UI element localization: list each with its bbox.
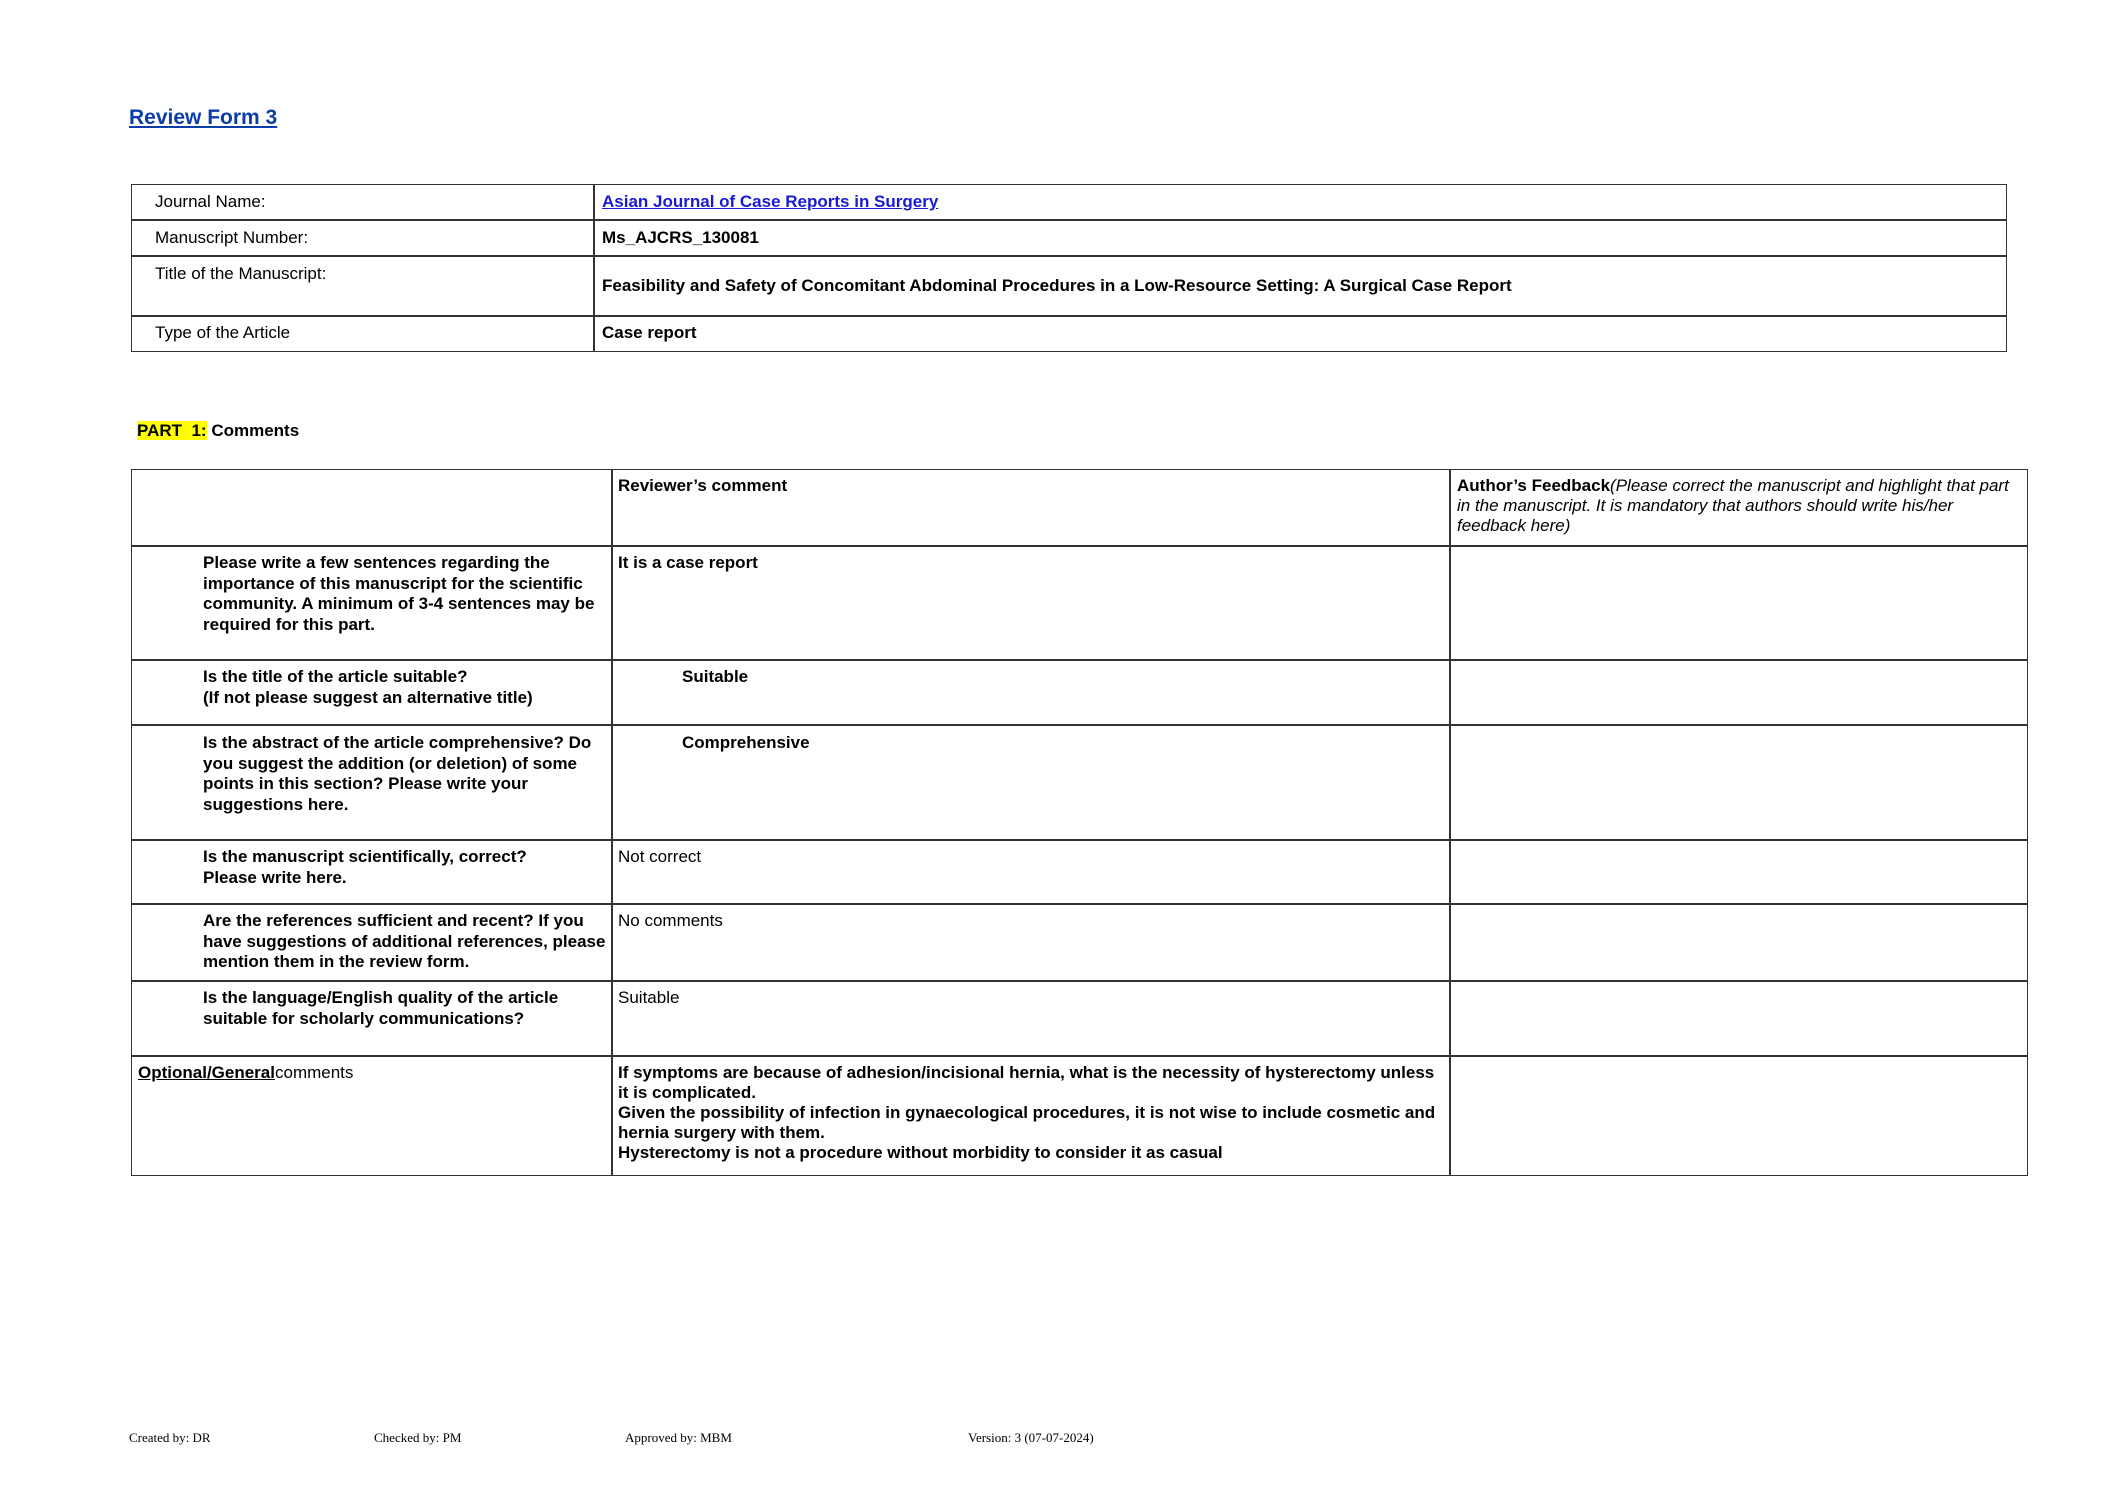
footer-created-by: Created by: DR: [129, 1430, 211, 1445]
manuscript-title: Feasibility and Safety of Concomitant Abdominal Procedures in a Low-Resource Setting: A Surgical Case Report: [602, 276, 1512, 295]
info-label-title: Title of the Manuscript:: [155, 264, 327, 283]
optional-comment-line: If symptoms are because of adhesion/incisional hernia, what is the necessity of hysterectomy unless it is complicated.: [618, 1063, 1435, 1102]
author-feedback-instructions: (Please correct the manuscript and highlight that part in the manuscript. It is mandatory that authors should write his/her feedback here): [1457, 476, 2009, 535]
divider: [131, 219, 2007, 221]
part1-title: Comments: [211, 421, 300, 440]
comment-abstract: Comprehensive: [682, 733, 810, 752]
article-type: Case report: [602, 323, 697, 342]
divider: [131, 315, 2007, 317]
info-table-border: [131, 184, 2007, 352]
manuscript-number: Ms_AJCRS_130081: [602, 228, 759, 247]
divider: [131, 903, 2028, 905]
comment-language: Suitable: [618, 988, 680, 1007]
reviewer-comment-header: Reviewer’s comment: [618, 476, 788, 495]
author-feedback-title: Author’s Feedback: [1457, 476, 1611, 495]
question-language: Is the language/English quality of the article suitable for scholarly communications?: [203, 988, 559, 1028]
comment-scientific: Not correct: [618, 847, 702, 866]
question-references: Are the references sufficient and recent? If you have suggestions of additional references, please mention them in the review form.: [203, 911, 606, 971]
info-label-manuscript-number: Manuscript Number:: [155, 228, 309, 247]
divider: [131, 839, 2028, 841]
question-title: Is the title of the article suitable? (If not please suggest an alternative title): [203, 667, 533, 707]
divider: [131, 545, 2028, 547]
optional-comments-label: [138, 1063, 353, 1083]
part1-heading: [137, 421, 299, 441]
question-scientific: Is the manuscript scientifically, correct? Please write here.: [203, 847, 527, 887]
divider: [611, 469, 613, 1176]
comment-importance: It is a case report: [618, 553, 758, 572]
divider: [131, 659, 2028, 661]
part1-label: PART 1:: [137, 421, 207, 440]
author-feedback-header: [1457, 476, 2022, 536]
optional-comments-text: [618, 1063, 1438, 1163]
comment-references: No comments: [618, 911, 723, 930]
footer-checked-by: Checked by: PM: [374, 1430, 462, 1445]
divider: [1449, 469, 1451, 1176]
info-label-article-type: Type of the Article: [155, 323, 291, 342]
footer-approved-by: Approved by: MBM: [625, 1430, 732, 1445]
optional-comment-line: Hysterectomy is not a procedure without morbidity to consider it as casual: [618, 1143, 1223, 1162]
journal-name-link[interactable]: Asian Journal of Case Reports in Surgery: [602, 192, 939, 211]
divider: [131, 1055, 2028, 1057]
question-importance: Please write a few sentences regarding the importance of this manuscript for the scientific community. A minimum of 3-4 sentences may be required for this part.: [203, 553, 595, 634]
info-label-journal: Journal Name:: [155, 192, 266, 211]
divider: [131, 255, 2007, 257]
optional-general-label: Optional/General: [138, 1063, 275, 1082]
divider: [593, 184, 595, 352]
divider: [131, 724, 2028, 726]
question-abstract: Is the abstract of the article comprehensive? Do you suggest the addition (or deletion) of some points in this section? Please write your suggestions here.: [203, 733, 592, 814]
divider: [131, 980, 2028, 982]
optional-comment-line: Given the possibility of infection in gynaecological procedures, it is not wise to include cosmetic and hernia surgery with them.: [618, 1103, 1436, 1142]
form-title[interactable]: Review Form 3: [129, 106, 278, 129]
footer-version: Version: 3 (07-07-2024): [968, 1430, 1094, 1445]
comment-title: Suitable: [682, 667, 749, 686]
optional-comments-suffix: comments: [274, 1063, 354, 1082]
